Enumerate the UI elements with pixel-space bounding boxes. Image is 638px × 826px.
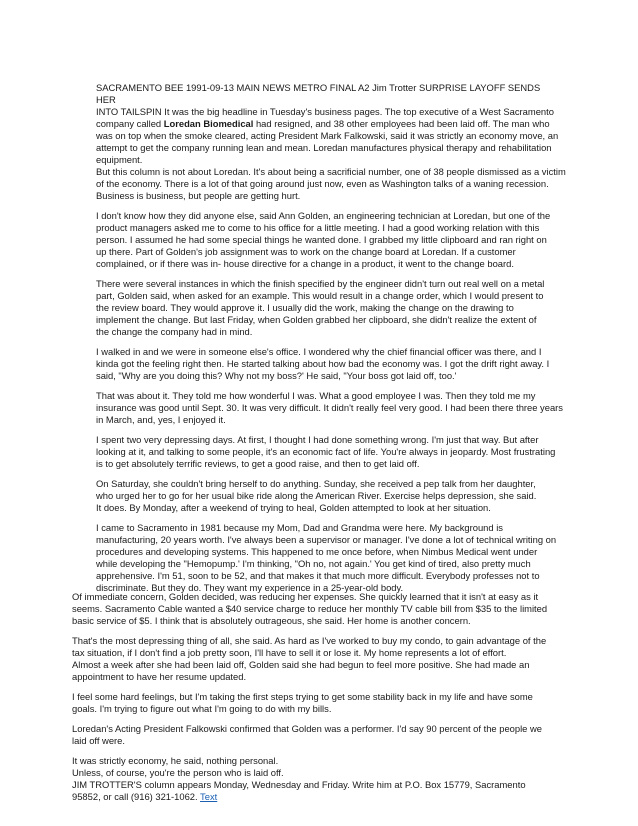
text-line: who urged her to go for her usual bike ride along the American River. Exercise helps depression, she said. <box>96 490 537 501</box>
paragraph <box>96 522 557 594</box>
text-line: goals. I'm trying to figure out what I'm going to do with my bills. <box>72 703 332 714</box>
text-line: basic service of $5. I think that is absolutely outrageous, she said. Her home is another concern. <box>72 615 471 626</box>
text-line: manufacturing, 20 years worth. I've always been a supervisor or manager. I've done a lot of technical writing on <box>96 534 557 545</box>
text-line: said, "Why are you doing this? Why not my boss?' He said, "Your boss got laid off, too.' <box>96 370 457 381</box>
text-line: Unless, of course, you're the person who is laid off. <box>72 767 284 778</box>
text-line: appointment to have her resume updated. <box>72 671 247 682</box>
text-line: seems. Sacramento Cable wanted a $40 service charge to reduce her monthly TV cable bill from $35 to the limited <box>72 603 548 614</box>
text-line: It was strictly economy, he said, nothing personal. <box>72 755 279 766</box>
text-line: was on top when the smoke cleared, acting President Mark Falkowski, said it was strictly an economy move, an <box>96 130 559 141</box>
paragraph <box>72 723 550 747</box>
text-line: the review board. They would approve it. I usually did the work, making the change on the drawing to <box>96 302 514 313</box>
text-line: I spent two very depressing days. At first, I thought I had done something wrong. I'm just that way. But after <box>96 434 539 445</box>
paragraph <box>96 390 563 426</box>
text-line: That's the most depressing thing of all, she said. As hard as I've worked to buy my condo, to gain advantage of the <box>72 635 547 646</box>
company-name-bold: Loredan Biomedical <box>163 118 254 129</box>
text-line: the change the company had in mind. <box>96 326 253 337</box>
text-line: On Saturday, she couldn't bring herself to do anything. Sunday, she received a pep talk from her daughter, <box>96 478 536 489</box>
text-line: HER <box>96 94 116 105</box>
full-width-article-body <box>72 591 550 803</box>
paragraph <box>72 755 550 803</box>
text-line: product managers asked me to come to his office for a little meeting. I had a good working relation with this <box>96 222 540 233</box>
text-line: is to get absolutely terrific reviews, to get a good raise, and then to get laid off. <box>96 458 420 469</box>
text-line: INTO TAILSPIN It was the big headline in Tuesday's business pages. The top executive of a West Sacramento <box>96 106 554 117</box>
text-line: looking at it, and talking to some people, it's an economic fact of life. You're always in jeopardy. Most frustrating <box>96 446 556 457</box>
paragraph <box>96 210 551 270</box>
text-line: laid off were. <box>72 735 125 746</box>
text-line: I don't know how they did anyone else, said Ann Golden, an engineering technician at Loredan, but one of the <box>96 210 551 221</box>
paragraph <box>96 278 548 338</box>
text-line: in March, and, yes, I enjoyed it. <box>96 414 226 425</box>
text-line: There were several instances in which the finish specified by the engineer didn't turn out real well on a metal <box>96 278 545 289</box>
text-line: apprehensive. I'm 51, soon to be 52, and that makes it that much more difficult. Everybody professes not to <box>96 570 540 581</box>
text-line: person. I assumed he had some special things he wanted done. I grabbed my little clipboard and ran right on <box>96 234 547 245</box>
text-line: complained, or if there was in- house directive for a change in a product, it went to the change board. <box>96 258 514 269</box>
text-line: Business is business, but people are getting hurt. <box>96 190 301 201</box>
paragraph <box>96 346 548 382</box>
text-link[interactable]: Text <box>200 791 218 802</box>
text-line: I walked in and we were in someone else's office. I wondered why the chief financial officer was there, and I <box>96 346 542 357</box>
text-line: part, Golden said, when asked for an example. This would result in a change order, which I would present to <box>96 290 544 301</box>
text-line: That was about it. They told me how wonderful I was. What a good employee I was. Then they told me my <box>96 390 536 401</box>
text-line: I feel some hard feelings, but I'm taking the first steps trying to get some stability back in my life and have some <box>72 691 533 702</box>
text-line: discriminate. But they do. They want my experience in a 25-year-old body. <box>96 582 404 593</box>
text-line: attempt to get the company running lean and mean. Loredan manufactures physical therapy and rehabilitation <box>96 142 552 153</box>
text-line: equipment. <box>96 154 143 165</box>
text-line: JIM TROTTER'S column appears Monday, Wednesday and Friday. Write him at P.O. Box 15779, Sacramento <box>72 779 526 790</box>
text-line: company called Loredan Biomedical had resigned, and 38 other employees had been laid off. The man who <box>96 118 550 129</box>
text-line: procedures and developing systems. This happened to me once before, when Nimbus Medical went under <box>96 546 538 557</box>
text-line: It does. By Monday, after a weekend of trying to heal, Golden attempted to look at her situation. <box>96 502 491 513</box>
text-line: tax situation, if I don't find a job pretty soon, I'll have to sell it or lose it. My home represents a lot of effort. <box>72 647 507 658</box>
text-line: up there. Part of Golden's job assignment was to work on the change board at Loredan. If a customer <box>96 246 516 257</box>
text-line: I came to Sacramento in 1981 because my Mom, Dad and Grandma were here. My background is <box>96 522 503 533</box>
text-line: Almost a week after she had been laid off, Golden said she had begun to feel more positive. She had made an <box>72 659 530 670</box>
text-line: 95852, or call (916) 321-1062. Text <box>72 791 218 802</box>
text-line: while developing the "Hemopump.' I'm thinking, "Oh no, not again.' You get kind of tired, also pretty much <box>96 558 531 569</box>
paragraph <box>96 82 566 202</box>
paragraph <box>96 478 548 514</box>
paragraph <box>72 691 550 715</box>
text-line: SACRAMENTO BEE 1991-09-13 MAIN NEWS METRO FINAL A2 Jim Trotter SURPRISE LAYOFF SENDS <box>96 82 541 93</box>
indented-article-body <box>96 82 566 594</box>
text-line: kinda got the feeling right then. He started talking about how bad the economy was. I got the drift right away. I <box>96 358 550 369</box>
text-line: insurance was good until Sept. 30. It was very difficult. It didn't really feel very good. I had been there three years <box>96 402 563 413</box>
paragraph <box>72 591 550 627</box>
paragraph <box>96 434 556 470</box>
text-line: implement the change. But last Friday, when Golden grabbed her clipboard, she didn't realize the extent of <box>96 314 537 325</box>
text-line: But this column is not about Loredan. It's about being a sacrificial number, one of 38 people dismissed as a victim <box>96 166 566 177</box>
text-line: Of immediate concern, Golden decided, was reducing her expenses. She quickly learned that it isn't at easy as it <box>72 591 539 602</box>
text-line: of the economy. There is a lot of that going around just now, even as Washington talks of a waning recession. <box>96 178 549 189</box>
paragraph <box>72 635 550 683</box>
text-line: Loredan's Acting President Falkowski confirmed that Golden was a performer. I'd say 90 percent of the people we <box>72 723 542 734</box>
